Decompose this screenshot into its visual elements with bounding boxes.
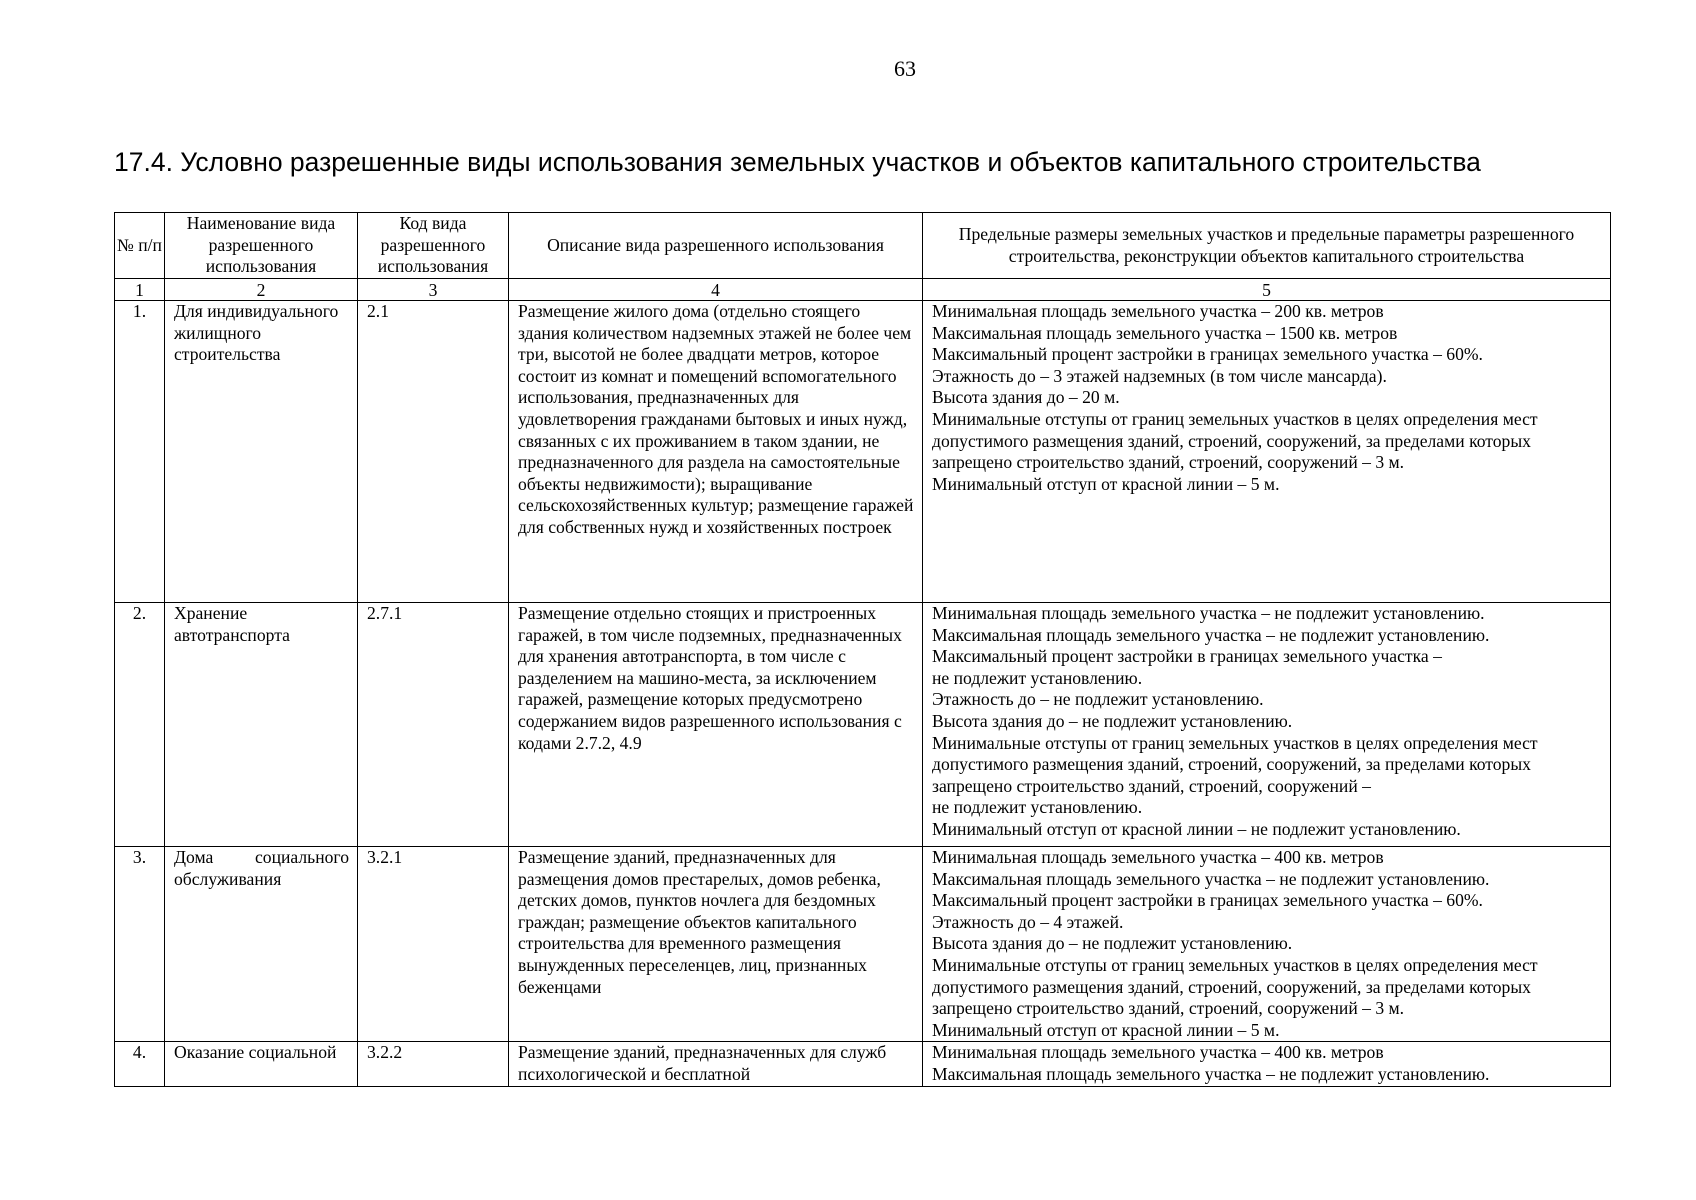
section-heading: 17.4. Условно разрешенные виды использования земельных участков и объектов капитального строительства [114,147,1481,177]
use-description: Размещение жилого дома (отдельно стоящего здания количеством надземных этажей не более чем три, высотой не более двадцати метров, которое состоит из комнат и помещений вспомогательного использования, предназначенных для удовлетворения гражданами бытовых и иных нужд, связанных с их проживанием в таком здании, не предназначенного для раздела на самостоятельные объекты недвижимости); выращивание сельскохозяйственных культур; размещение гаражей для собственных нужд и хозяйственных построек [509,301,923,603]
table-row [115,603,1611,847]
use-name: Оказание социальной [165,1042,358,1086]
use-description: Размещение зданий, предназначенных для служб психологической и бесплатной [509,1042,923,1086]
use-description: Размещение отдельно стоящих и пристроенных гаражей, в том числе подземных, предназначенных для хранения автотранспорта, в том числе с разделением на машино-места, за исключением гаражей, размещение которых предусмотрено содержанием видов разрешенного использования с кодами 2.7.2, 4.9 [509,603,923,847]
row-number: 2. [115,603,165,847]
use-description: Размещение зданий, предназначенных для размещения домов престарелых, домов ребенка, детских домов, пунктов ночлега для бездомных граждан; размещение объектов капитального строительства для временного размещения вынужденных переселенцев, лиц, признанных беженцами [509,847,923,1042]
use-parameters: Минимальная площадь земельного участка – 200 кв. метров Максимальная площадь земельного участка – 1500 кв. метров Максимальный процент застройки в границах земельного участка – 60%. Этажность до – 3 этажей надземных (в том числе мансарда). Высота здания до – 20 м. Минимальные отступы от границ земельных участков в целях определения мест допустимого размещения зданий, строений, сооружений, за пределами которых запрещено строительство зданий, строений, сооружений – 3 м. Минимальный отступ от красной линии – 5 м. [923,301,1611,603]
column-numbers-row [115,279,1611,301]
table-row [115,847,1611,1042]
use-name: Дома социального обслуживания [165,847,358,1042]
row-number: 1. [115,301,165,603]
page-number: 63 [894,56,916,81]
use-parameters: Минимальная площадь земельного участка – 400 кв. метров Максимальная площадь земельного участка – не подлежит установлению. [923,1042,1611,1086]
table-header-row [115,213,1611,279]
header-use-description: Описание вида разрешенного использования [509,213,923,279]
row-number: 4. [115,1042,165,1086]
column-number: 2 [165,279,358,301]
use-code: 3.2.2 [358,1042,509,1086]
use-parameters: Минимальная площадь земельного участка – 400 кв. метров Максимальная площадь земельного участка – не подлежит установлению. Максимальный процент застройки в границах земельного участка – 60%. Этажность до – 4 этажей. Высота здания до – не подлежит установлению. Минимальные отступы от границ земельных участков в целях определения мест допустимого размещения зданий, строений, сооружений, за пределами которых запрещено строительство зданий, строений, сооружений – 3 м. Минимальный отступ от красной линии – 5 м. [923,847,1611,1042]
header-use-name: Наименование вида разрешенного использования [165,213,358,279]
header-parameters: Предельные размеры земельных участков и предельные параметры разрешенного строительства, реконструкции объектов капитального строительства [923,213,1611,279]
use-name: Для индивидуального жилищного строительства [165,301,358,603]
use-code: 2.7.1 [358,603,509,847]
header-use-code: Код вида разрешенного использования [358,213,509,279]
column-number: 1 [115,279,165,301]
column-number: 5 [923,279,1611,301]
table-row [115,301,1611,603]
use-code: 3.2.1 [358,847,509,1042]
table-row [115,1042,1611,1086]
column-number: 4 [509,279,923,301]
header-row-number: № п/п [115,213,165,279]
column-number: 3 [358,279,509,301]
permitted-use-table [114,212,1611,1087]
use-parameters: Минимальная площадь земельного участка – не подлежит установлению. Максимальная площадь земельного участка – не подлежит установлению. Максимальный процент застройки в границах земельного участка – не подлежит установлению. Этажность до – не подлежит установлению. Высота здания до – не подлежит установлению. Минимальные отступы от границ земельных участков в целях определения мест допустимого размещения зданий, строений, сооружений, за пределами которых запрещено строительство зданий, строений, сооружений – не подлежит установлению. Минимальный отступ от красной линии – не подлежит установлению. [923,603,1611,847]
row-number: 3. [115,847,165,1042]
use-name: Хранение автотранспорта [165,603,358,847]
use-code: 2.1 [358,301,509,603]
